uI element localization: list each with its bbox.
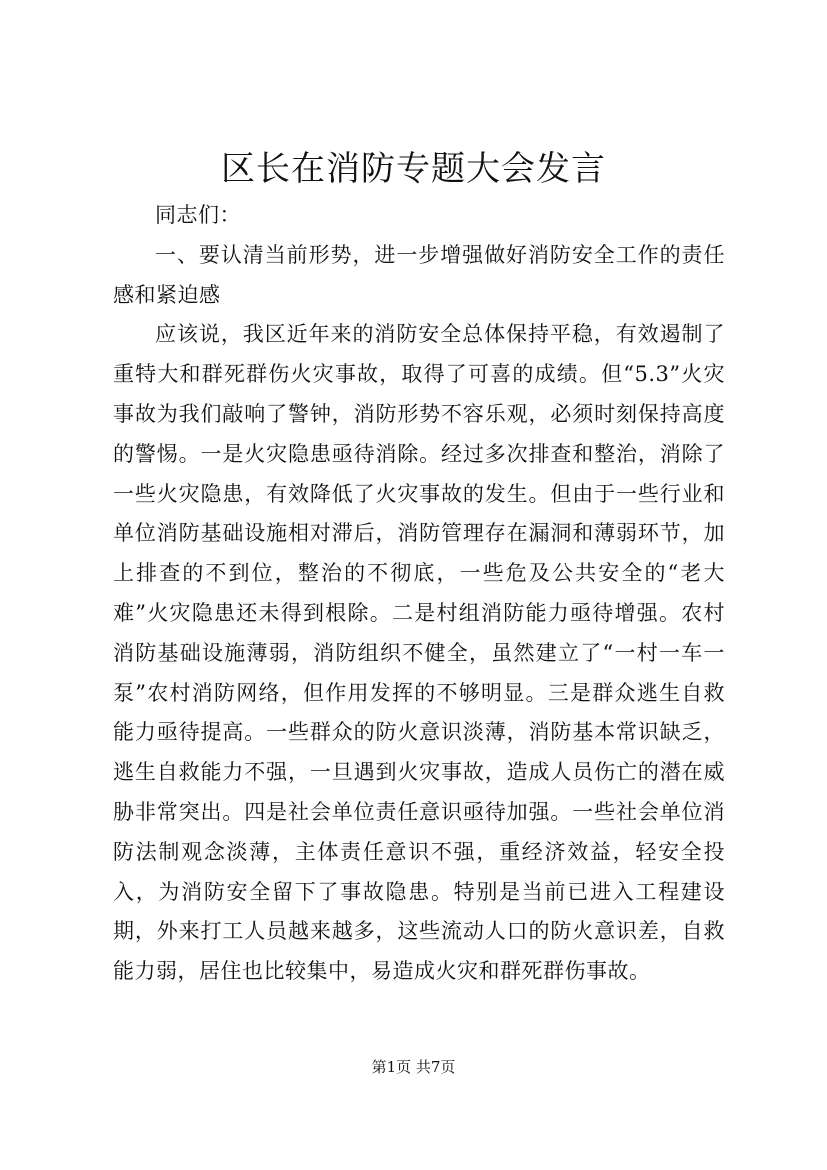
page-footer: 第1页 共7页 <box>371 1058 456 1076</box>
salutation-paragraph: 同志们： <box>155 203 241 227</box>
document-title: 区长在消防专题大会发言 <box>221 149 606 189</box>
body-paragraph: 应该说，我区近年来的消防安全总体保持平稳，有效遏制了重特大和群死群伤火灾事故，取得了可喜的成绩。但“5.3”火灾事故为我们敲响了警钟，消防形势不容乐观，必须时刻保持高度的警惕。一是火灾隐患亟待消除。经过多次排查和整治，消除了一些火灾隐患，有效降低了火灾事故的发生。但由于一些行业和单位消防基础设施相对滞后，消防管理存在漏洞和薄弱环节，加上排查的不到位，整治的不彻底，一些危及公共安全的“老大难”火灾隐患还未得到根除。二是村组消防能力亟待增强。农村消防基础设施薄弱，消防组织不健全，虽然建立了“一村一车一泵”农村消防网络，但作用发挥的不够明显。三是群众逃生自救能力亟待提高。一些群众的防火意识淡薄，消防基本常识缺乏，逃生自救能力不强，一旦遇到火灾事故，造成人员伤亡的潜在威胁非常突出。四是社会单位责任意识亟待加强。一些社会单位消防法制观念淡薄，主体责任意识不强，重经济效益，轻安全投入，为消防安全留下了事故隐患。特别是当前已进入工程建设期，外来打工人员越来越多，这些流动人口的防火意识差，自救能力弱，居住也比较集中，易造成火灾和群死群伤事故。 <box>113 322 725 984</box>
section-heading-paragraph: 一、要认清当前形势，进一步增强做好消防安全工作的责任感和紧迫感 <box>113 242 725 307</box>
document-body <box>113 196 725 992</box>
